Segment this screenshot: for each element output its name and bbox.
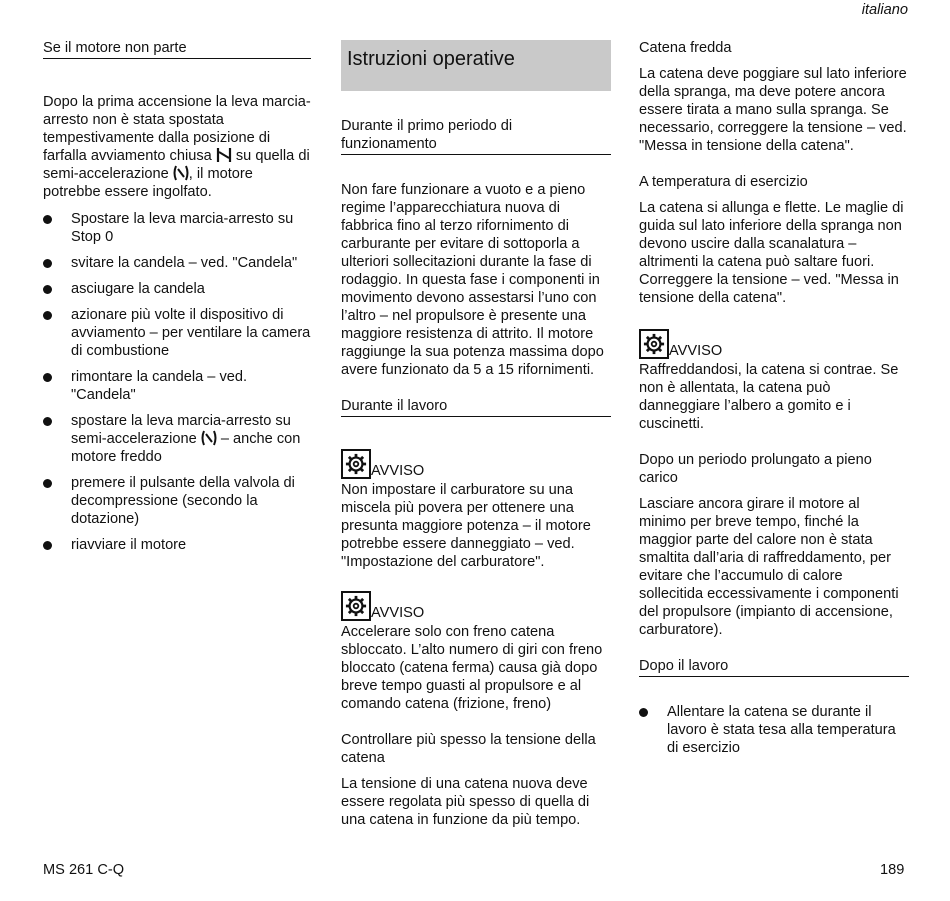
list-item: spostare la leva marcia-arresto su semi-accelerazione – anche con motore freddo [43,412,311,466]
list-item: rimontare la candela – ved. "Candela" [43,368,311,404]
bullet-icon [43,285,52,294]
bullet-icon [43,373,52,382]
list-item: Allentare la catena se durante il lavoro è stata tesa alla temperatura di esercizio [639,703,909,757]
gear-icon [341,591,371,621]
notice-block [341,445,611,571]
section-heading-during-work: Durante il lavoro [341,397,611,417]
gear-icon [639,329,669,359]
paragraph: La tensione di una catena nuova deve essere regolata più spesso di quella di una catena in funzione da più tempo. [341,776,590,828]
notice-label: AVVISO [371,605,425,621]
subsection-heading-chain-tension: Controllare più spesso la tensione della catena [341,732,596,766]
list-item: riavviare il motore [43,536,311,554]
choke-closed-icon [216,147,232,163]
intro-text-1: Dopo la prima accensione la leva marcia-arresto non è stata spostata tempestivamente dalla posizione di farfalla avviamento chiusa [43,94,311,164]
notice-text: Raffreddandosi, la catena si contrae. Se non è allentata, la catena può danneggiare l’albero a gomito e i cuscinetti. [639,362,899,432]
paragraph: La catena deve poggiare sul lato inferiore della spranga, ma deve potere ancora essere tirata a mano sulla spranga. Se necessario, correggere la tensione – ved. "Messa in tensione della catena". [639,66,907,154]
section-heading-engine-not-starting: Se il motore non parte [43,39,311,59]
paragraph: La catena si allunga e flette. Le maglie di guida sul lato inferiore della spranga non devono uscire dalla scanalatura – altrimenti la catena può saltare fuori. Correggere la tensione – ved. "Messa in tensione della catena". [639,200,904,306]
intro-text-2: su quella di semi-accelerazione [43,148,310,182]
notice-block [639,325,909,433]
column-2 [341,38,611,829]
paragraph: Non fare funzionare a vuoto e a pieno regime l’apparecchiatura nuova di fabbrica fino al terzo rifornimento di carburante per evitare di sottoporla a ulteriori sollecitazioni durante la fase di rodaggio. In questa fase i componenti in movimento devono assestarsi l’uno con l’altro – nel propulsore è presente una maggiore resistenza di attrito. Il motore raggiunge la sua potenza massima dopo avere funzionato da 5 a 15 rifornimenti. [341,182,604,378]
page-title: Istruzioni operative [341,40,611,91]
subsection-heading-cold-chain: Catena fredda [639,40,732,56]
bullet-icon [639,708,648,717]
paragraph: Lasciare ancora girare il motore al minimo per breve tempo, finché la maggior parte del calore non è stata smaltita dall’aria di raffreddamento, per evitare che l’accumulo di calore sollecitida eccessivamente i componenti del propulsore (impianto di accensione, carburatore). [639,496,899,638]
bullet-icon [43,541,52,550]
bullet-icon [43,479,52,488]
subsection-heading-operating-temperature: A temperatura di esercizio [639,174,808,190]
list-item: premere il pulsante della valvola di decompressione (secondo la dotazione) [43,474,311,528]
footer-model: MS 261 C-Q [43,862,125,878]
notice-block [341,587,611,713]
intro-paragraph [43,93,311,201]
subsection-heading-prolonged-load: Dopo un periodo prolungato a pieno carico [639,452,872,486]
notice-text: Non impostare il carburatore su una miscela più povera per ottenere una presunta maggiore potenza – il motore potrebbe essere danneggiato – ved. "Impostazione del carburatore". [341,482,591,570]
bullet-icon [43,259,52,268]
half-throttle-icon [201,430,217,446]
section-heading-after-work: Dopo il lavoro [639,657,909,677]
intro-text-3: , il motore potrebbe essere ingolfato. [43,166,253,200]
language-label: italiano [861,2,908,18]
gear-icon [341,449,371,479]
page-number: 189 [880,862,905,878]
notice-label: AVVISO [371,463,425,479]
bullet-icon [43,215,52,224]
list-item: Spostare la leva marcia-arresto su Stop 0 [43,210,311,246]
half-throttle-icon [173,165,189,181]
list-item: azionare più volte il dispositivo di avviamento – per ventilare la camera di combustione [43,306,311,360]
list-item: svitare la candela – ved. "Candela" [43,254,311,272]
section-heading-break-in: Durante il primo periodo di funzionamento [341,117,611,155]
column-3 [639,38,909,757]
bullet-icon [43,417,52,426]
notice-label: AVVISO [669,343,723,359]
column-1 [43,38,311,554]
bullet-icon [43,311,52,320]
notice-text: Accelerare solo con freno catena sbloccato. L’alto numero di giri con freno bloccato (catena ferma) causa già dopo breve tempo guasti al propulsore e al comando catena (frizione, freno) [341,624,603,712]
list-item: asciugare la candela [43,280,311,298]
